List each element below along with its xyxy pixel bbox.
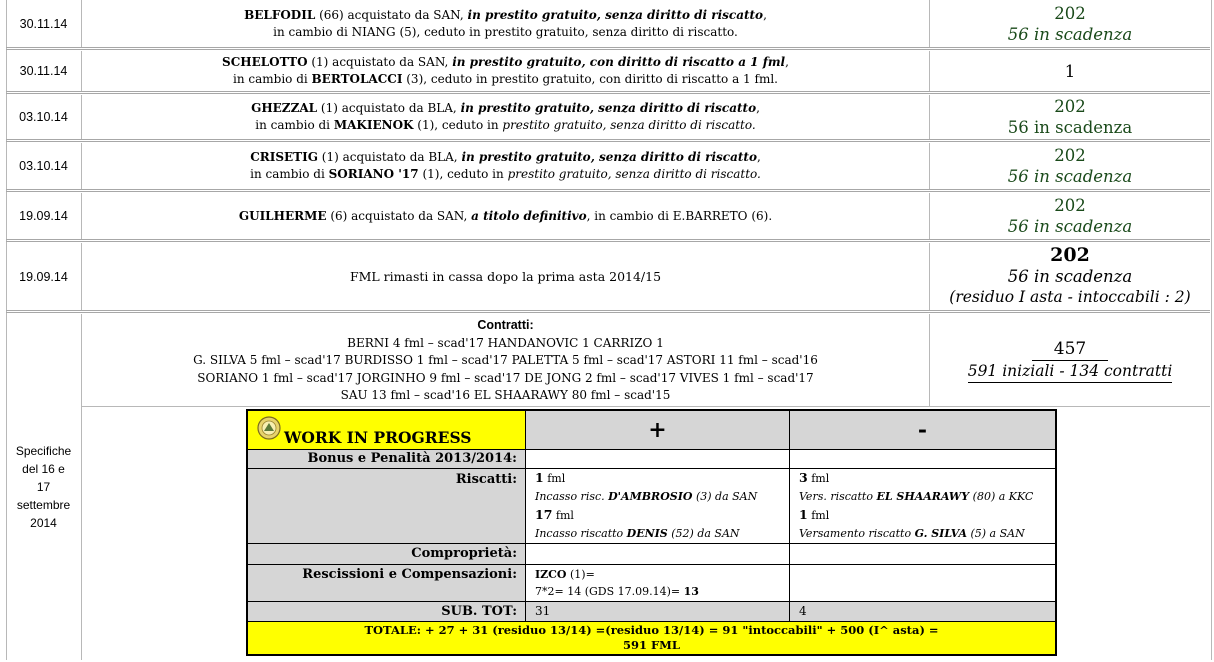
contracts-list: Contratti: BERNI 4 fml – scad'17 HANDANOVIC 1 CARRIZO 1 G. SILVA 5 fml – scad'17 BURDISSO 1 fml – scad'17 PALETTA 5 fml – scad'17 ASTORI 11 fml – scad'16 SORIANO 1 fml – scad'17 JORGINHO 9 fml – scad'17 DE JONG 2 fml – scad'17 VIVES 1 fml – scad'17 SAU 13 fml – scad'16 EL SHAARAWY 80 fml – scad'15	[82, 314, 930, 406]
wip-bonus-row	[248, 450, 1055, 469]
table-row	[6, 0, 1210, 47]
wip-bonus-label: Bonus e Penalità 2013/2014:	[248, 450, 526, 468]
wip-riscatti-label: Riscatti:	[248, 469, 526, 543]
row-description: GUILHERME (6) acquistato da SAN, a titolo definitivo, in cambio di E.BARRETO (6).	[82, 193, 930, 239]
wip-riscatti-minus: 3 fml Vers. riscatto EL SHAARAWY (80) a KKC 1 fml Versamento riscatto G. SILVA (5) a SAN	[799, 470, 1034, 540]
row-description: SCHELOTTO (1) acquistato da SAN, in prestito gratuito, con diritto di riscatto a 1 fml, in cambio di BERTOLACCI (3), ceduto in prestito gratuito, con diritto di riscatto a 1 fml.	[82, 51, 930, 91]
row-separator	[6, 310, 1210, 313]
row-separator	[6, 91, 1210, 94]
table-row	[6, 143, 1210, 189]
table-row	[6, 193, 1210, 239]
wip-subtot-label: SUB. TOT:	[248, 602, 526, 621]
wip-rescissioni-plus: IZCO (1)= 7*2= 14 (GDS 17.09.14)= 13	[526, 565, 790, 601]
wip-totale-row	[248, 622, 1055, 654]
value-total: 202	[1054, 3, 1086, 23]
row-description: FML rimasti in cassa dopo la prima asta 2014/15	[82, 243, 930, 310]
row-separator	[6, 239, 1210, 242]
wip-riscatti-row	[248, 469, 1055, 544]
value-total: 202	[1054, 196, 1086, 215]
work-in-progress-table	[246, 409, 1057, 656]
row-date: 30.11.14	[6, 51, 82, 91]
wip-title: WORK IN PROGRESS	[284, 428, 472, 447]
row-value	[930, 0, 1210, 47]
value-total: 202	[1054, 146, 1086, 165]
wip-minus-header: -	[790, 411, 1055, 449]
value-total: 202	[1054, 97, 1086, 116]
side-note: Specifiche del 16 e 17 settembre 2014	[6, 314, 82, 660]
wip-rescissioni-label: Rescissioni e Compensazioni:	[248, 565, 526, 601]
row-description: CRISETIG (1) acquistato da BLA, in prestito gratuito, senza diritto di riscatto, in cambio di SORIANO '17 (1), ceduto in prestito gratuito, senza diritto di riscatto.	[82, 143, 930, 189]
row-date: 19.09.14	[6, 193, 82, 239]
table-row	[6, 243, 1210, 310]
contracts-value	[930, 314, 1210, 406]
value-breakdown: 591 iniziali - 134 contratti	[968, 361, 1173, 383]
value-expiring: 56 in scadenza	[1007, 217, 1133, 236]
row-value	[930, 193, 1210, 239]
contracts-title: Contratti:	[477, 318, 534, 332]
row-separator	[6, 47, 1210, 50]
row-value	[930, 143, 1210, 189]
team-logo-icon	[257, 414, 281, 442]
wip-totale-formula: TOTALE: + 27 + 31 (residuo 13/14) =(residuo 13/14) = 91 "intoccabili" + 500 (I^ asta) =	[364, 623, 939, 637]
wip-totale-result: 591 FML	[623, 638, 680, 652]
value-expiring: 56 in scadenza	[1007, 24, 1133, 44]
value-expiring: 56 in scadenza	[1007, 118, 1133, 137]
wip-rescissioni-row	[248, 565, 1055, 602]
wip-subtot-minus: 4	[790, 602, 1055, 621]
value-total: 457	[1032, 338, 1108, 361]
table-row	[6, 51, 1210, 91]
row-date: 19.09.14	[6, 243, 82, 310]
wip-subtot-plus: 31	[526, 602, 790, 621]
row-description: GHEZZAL (1) acquistato da BLA, in prestito gratuito, senza diritto di riscatto, in cambio di MAKIENOK (1), ceduto in prestito gratuito, senza diritto di riscatto.	[82, 95, 930, 139]
wip-subtot-row	[248, 602, 1055, 622]
row-value	[930, 243, 1210, 310]
row-date: 03.10.14	[6, 143, 82, 189]
value-residuo: (residuo I asta - intoccabili : 2)	[949, 288, 1191, 306]
row-separator	[82, 406, 1210, 407]
row-separator	[6, 189, 1210, 192]
row-separator	[6, 139, 1210, 142]
table-row	[6, 95, 1210, 139]
value-total: 202	[1050, 244, 1090, 266]
wip-header-row	[248, 411, 1055, 450]
value-expiring: 56 in scadenza	[1007, 267, 1133, 286]
value-total: 1	[1064, 61, 1076, 81]
wip-comproprieta-row	[248, 544, 1055, 565]
value-expiring: 56 in scadenza	[1007, 167, 1133, 186]
row-date: 03.10.14	[6, 95, 82, 139]
row-value	[930, 95, 1210, 139]
wip-riscatti-plus: 1 fml Incasso risc. D'AMBROSIO (3) da SAN 17 fml Incasso riscatto DENIS (52) da SAN	[526, 469, 790, 543]
wip-title-cell	[248, 411, 526, 449]
wip-comproprieta-label: Comproprietà:	[248, 544, 526, 564]
row-value	[930, 51, 1210, 91]
wip-plus-header: +	[526, 411, 790, 449]
row-date: 30.11.14	[6, 0, 82, 47]
row-description: BELFODIL (66) acquistato da SAN, in prestito gratuito, senza diritto di riscatto, in cambio di NIANG (5), ceduto in prestito gratuito, senza diritto di riscatto.	[82, 0, 930, 47]
